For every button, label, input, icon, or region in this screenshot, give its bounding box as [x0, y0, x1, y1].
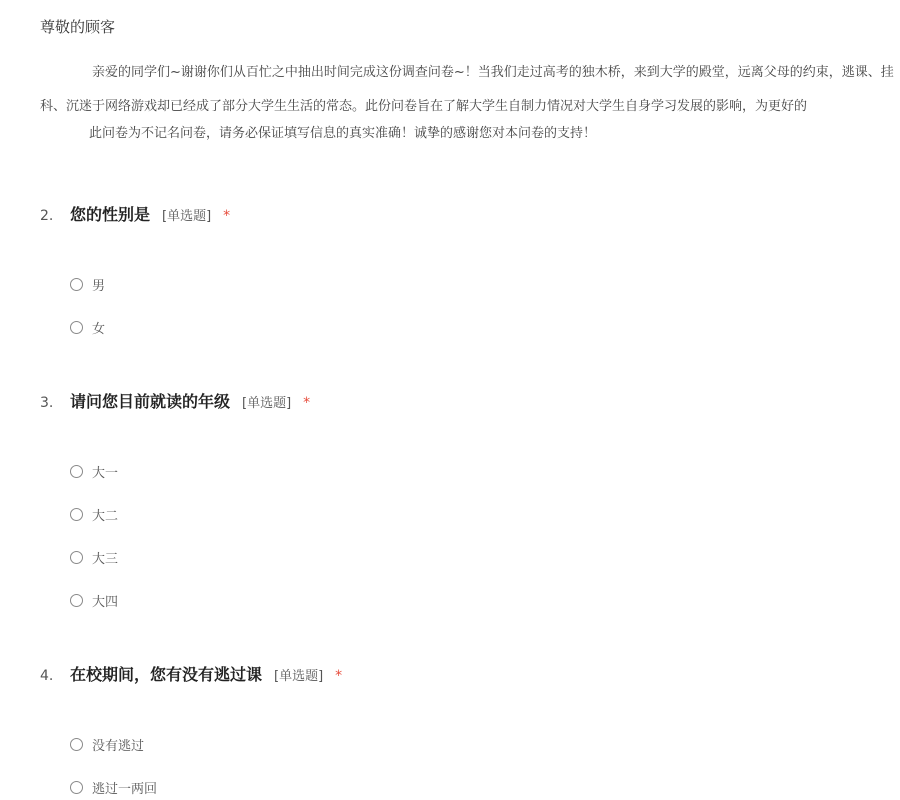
- question-4-header: [40, 662, 342, 685]
- option-label: 女: [92, 322, 106, 337]
- option-label: 没有逃过: [92, 739, 145, 754]
- radio-button[interactable]: [70, 551, 83, 564]
- option-year-3[interactable]: [70, 548, 118, 567]
- option-label: 大一: [92, 466, 119, 481]
- option-label: 大二: [92, 509, 119, 524]
- intro-paragraph-2: 此问卷为不记名问卷，请务必保证填写信息的真实准确！诚挚的感谢您对本问卷的支持！: [89, 126, 597, 141]
- radio-button[interactable]: [70, 594, 83, 607]
- intro-section: [40, 56, 900, 151]
- option-year-1[interactable]: [70, 462, 118, 481]
- question-type-label: [单选题]: [242, 396, 292, 411]
- option-skipped-once-or-twice[interactable]: [70, 778, 157, 797]
- radio-button[interactable]: [70, 278, 83, 291]
- question-type-label: [单选题]: [162, 209, 212, 224]
- radio-button[interactable]: [70, 465, 83, 478]
- radio-button[interactable]: [70, 321, 83, 334]
- greeting-text: 尊敬的顾客: [40, 18, 116, 36]
- option-label: 大三: [92, 552, 119, 567]
- question-2-header: [40, 202, 230, 225]
- intro-paragraph-1: 亲爱的同学们~谢谢你们从百忙之中抽出时间完成这份调查问卷~！当我们走过高考的独木桥，来到大学的殿堂，远离父母的约束，逃课、挂科、沉迷于网络游戏却已经成了部分大学生生活的常态。此份问卷旨在了解大学生自制力情况对大学生自身学习发展的影响，为更好的: [40, 65, 894, 114]
- option-male[interactable]: [70, 275, 105, 294]
- option-year-4[interactable]: [70, 591, 118, 610]
- required-marker: *: [223, 208, 231, 224]
- required-marker: *: [303, 395, 311, 411]
- question-number: 4.: [40, 668, 54, 684]
- required-marker: *: [335, 668, 343, 684]
- option-female[interactable]: [70, 318, 105, 337]
- question-type-label: [单选题]: [274, 669, 324, 684]
- question-number: 2.: [40, 208, 54, 224]
- question-number: 3.: [40, 395, 54, 411]
- question-title: 在校期间，您有没有逃过课: [70, 665, 263, 684]
- radio-button[interactable]: [70, 781, 83, 794]
- radio-button[interactable]: [70, 738, 83, 751]
- question-3-header: [40, 389, 310, 412]
- option-label: 男: [92, 279, 106, 294]
- option-never-skipped[interactable]: [70, 735, 144, 754]
- option-label: 大四: [92, 595, 119, 610]
- option-label: 逃过一两回: [92, 782, 158, 797]
- question-title: 请问您目前就读的年级: [70, 392, 231, 411]
- question-title: 您的性别是: [70, 205, 151, 224]
- option-year-2[interactable]: [70, 505, 118, 524]
- radio-button[interactable]: [70, 508, 83, 521]
